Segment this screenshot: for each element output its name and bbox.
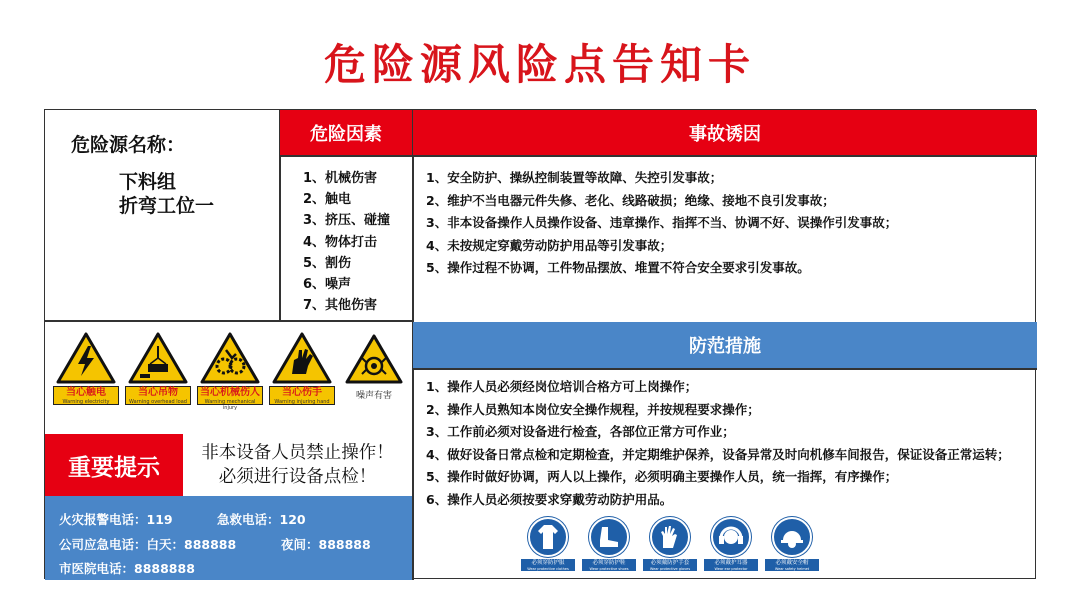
- list-item: 1、操作人员必须经岗位培训合格方可上岗操作；: [426, 379, 698, 394]
- list-item: 5、割伤: [303, 255, 352, 271]
- divider: [45, 320, 412, 322]
- sign-sub: Warning injuring hand: [274, 399, 330, 405]
- contact-label: 火灾报警电话：: [59, 512, 147, 527]
- ppe-sign: [765, 517, 819, 571]
- warning-sign: [197, 332, 263, 411]
- list-item: 5、操作时做好协调，两人以上操作，必须明确主要操作人员，统一指挥，有序操作；: [426, 469, 898, 484]
- contact-value: 120: [279, 512, 306, 527]
- risk-factors-header: 危险因素: [280, 110, 412, 155]
- ppe-sub: Wear protective clothes: [527, 567, 569, 571]
- hazard-name-line2: 折弯工位一: [119, 195, 215, 217]
- warning-sign: [269, 332, 335, 405]
- prevention-measures-list: [426, 376, 1026, 511]
- sign-label: 当心机械伤人: [200, 387, 260, 398]
- ppe-label: 必须戴防护手套: [650, 560, 690, 566]
- contact-label: 夜间：: [281, 537, 319, 552]
- sign-label: 当心伤手: [282, 387, 322, 398]
- contact-ambulance: [217, 510, 306, 528]
- hazard-name-value: [119, 170, 214, 218]
- ppe-sub: Wear ear protector: [714, 567, 748, 571]
- list-item: 2、维护不当电器元件失修、老化、线路破损；绝缘、接地不良引发事故；: [426, 192, 835, 208]
- contact-value: 8888888: [134, 561, 195, 576]
- notice-line: 必须进行设备点检！: [218, 467, 377, 487]
- hand-injury-icon: [272, 332, 332, 384]
- list-item: 4、做好设备日常点检和定期检查，并定期维护保养，设备异常及时向机修车间报告，保证设备正常运转；: [426, 446, 1010, 462]
- contact-label: 市医院电话：: [59, 561, 135, 576]
- list-item: 5、操作过程不协调，工件物品摆放、堆置不符合安全要求引发事故。: [426, 260, 810, 275]
- contact-value: 888888: [318, 537, 371, 552]
- divider: [412, 368, 1037, 370]
- contact-value: 888888: [184, 537, 237, 552]
- ppe-sub: Wear protective shoes: [589, 567, 629, 571]
- warning-sign: [341, 332, 407, 401]
- hazard-name-label: 危险源名称：: [71, 134, 186, 156]
- list-item: 4、未按规定穿戴劳动防护用品等引发事故；: [426, 237, 673, 253]
- ppe-sign: [582, 517, 636, 571]
- card-title: 危险源风险点告知卡: [323, 40, 756, 89]
- noise-hazard-icon: [344, 332, 404, 384]
- sign-sub: Warning mechanical injury: [204, 399, 256, 411]
- notice-line: 非本设备人员禁止操作！: [201, 443, 394, 463]
- overhead-load-icon: [128, 332, 188, 384]
- list-item: 7、其他伤害: [303, 298, 378, 314]
- emergency-contacts: [45, 496, 412, 580]
- accident-causes-header: 事故诱因: [413, 110, 1037, 155]
- list-item: 1、机械伤害: [303, 171, 378, 186]
- prevention-measures-header: 防范措施: [413, 322, 1037, 368]
- warning-signs-row: [53, 332, 405, 416]
- risk-factors-list: [303, 168, 390, 316]
- list-item: 6、噪声: [303, 277, 352, 293]
- ppe-label: 必须穿防护鞋: [592, 560, 626, 566]
- important-notice-text: [183, 434, 412, 496]
- list-item: 2、操作人员熟知本岗位安全操作规程，并按规程要求操作；: [426, 401, 760, 417]
- ppe-sub: Wear protective gloves: [649, 567, 691, 571]
- sign-label: 当心触电: [66, 387, 106, 398]
- protective-clothes-icon: [528, 517, 568, 557]
- warning-sign: [53, 332, 119, 405]
- ear-protector-icon: [711, 517, 751, 557]
- ppe-sign: [643, 517, 697, 571]
- accident-causes-list: [426, 167, 897, 280]
- contact-fire: [59, 510, 173, 528]
- sign-label: 当心吊物: [138, 387, 178, 398]
- contact-label: 公司应急电话：白天：: [59, 537, 185, 552]
- ppe-sign: [521, 517, 575, 571]
- contact-value: 119: [146, 512, 173, 527]
- important-notice-label: 重要提示: [45, 434, 183, 496]
- list-item: 4、物体打击: [303, 234, 378, 250]
- sign-sub: Warning electricity: [62, 399, 110, 405]
- contact-company-day: [59, 535, 236, 553]
- electric-shock-icon: [56, 332, 116, 384]
- list-item: 3、挤压、碰撞: [303, 213, 391, 229]
- hazard-notice-card: [44, 109, 1036, 579]
- ppe-label: 必须戴安全帽: [775, 560, 809, 566]
- sign-label: 噪声有害: [355, 391, 392, 401]
- list-item: 3、工作前必须对设备进行检查，各部位正常方可作业；: [426, 424, 735, 439]
- list-item: 6、操作人员必须按要求穿戴劳动防护用品。: [426, 491, 673, 507]
- protective-gloves-icon: [650, 517, 690, 557]
- mechanical-injury-icon: [200, 332, 260, 384]
- ppe-sub: Wear safety helmet: [774, 567, 810, 571]
- hazard-name-line1: 下料组: [119, 171, 177, 193]
- contact-hospital: [59, 559, 195, 577]
- list-item: 1、安全防护、操纵控制装置等故障、失控引发事故；: [426, 170, 723, 185]
- divider: [279, 155, 1037, 157]
- contact-company-night: [281, 535, 371, 553]
- safety-helmet-icon: [772, 517, 812, 557]
- list-item: 3、非本设备操作人员操作设备、违章操作、指挥不当、协调不好、误操作引发事故；: [426, 215, 898, 230]
- ppe-sign: [704, 517, 758, 571]
- contact-label: 急救电话：: [217, 512, 280, 527]
- protective-shoes-icon: [589, 517, 629, 557]
- ppe-label: 必须戴护耳器: [714, 560, 748, 566]
- sign-sub: Warning overhead load: [129, 399, 187, 405]
- warning-sign: [125, 332, 191, 405]
- list-item: 2、触电: [303, 192, 352, 208]
- ppe-label: 必须穿防护服: [531, 560, 565, 566]
